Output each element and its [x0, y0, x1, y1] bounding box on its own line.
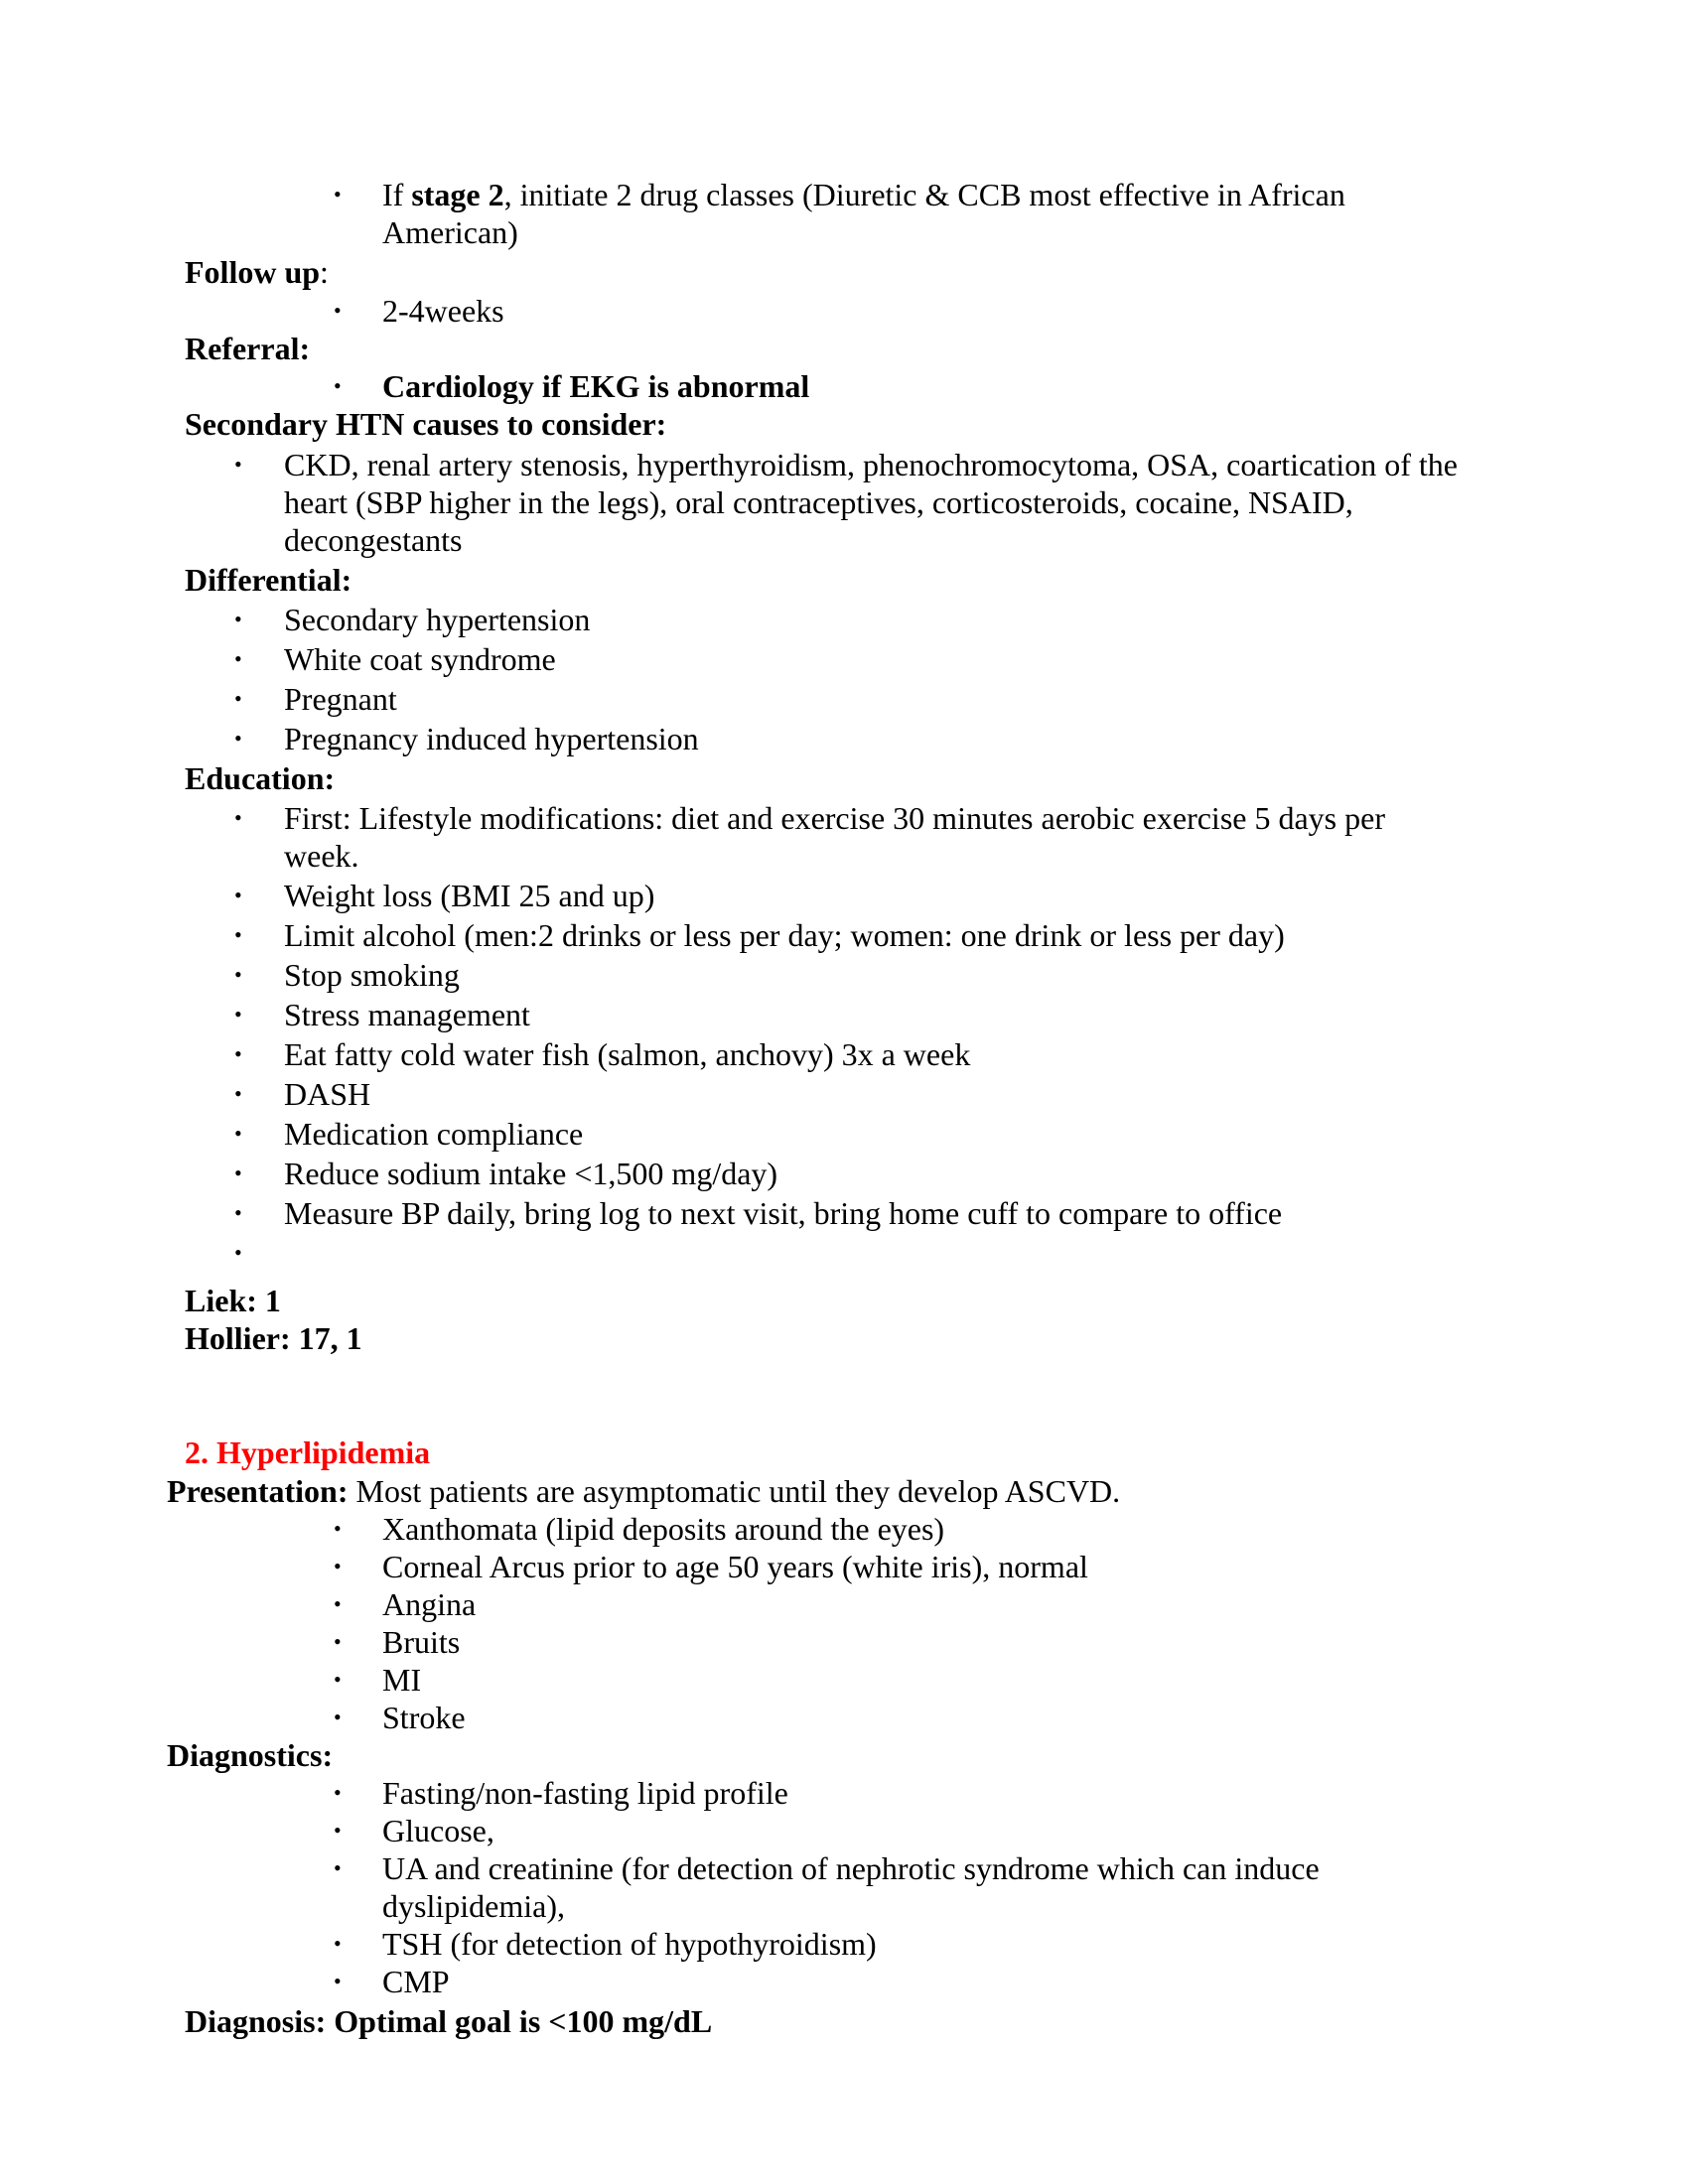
presentation-item: MI	[382, 1662, 422, 1698]
follow-up-label: Follow up	[185, 254, 321, 290]
differential-item: White coat syndrome	[284, 641, 556, 677]
bullet-icon: •	[234, 1160, 242, 1185]
bullet-icon: •	[334, 1629, 342, 1654]
bullet-icon: •	[234, 646, 242, 671]
bullet-icon: •	[334, 1667, 342, 1692]
bullet-icon: •	[334, 182, 342, 206]
referral-item: Cardiology if EKG is abnormal	[382, 368, 810, 404]
diagnostics-heading: Diagnostics:	[167, 1737, 334, 1773]
bullet-icon: •	[234, 883, 242, 907]
bullet-icon: •	[234, 726, 242, 751]
bullet-icon: •	[334, 298, 342, 323]
presentation-label: Presentation:	[167, 1473, 349, 1509]
referral-heading: Referral:	[185, 331, 311, 366]
presentation-item: Stroke	[382, 1700, 466, 1735]
bullet-icon: •	[334, 373, 342, 398]
bullet-icon: •	[234, 805, 242, 830]
diagnostics-item-continuation: dyslipidemia),	[382, 1888, 565, 1924]
bullet-icon: •	[234, 1002, 242, 1026]
follow-up-item: 2-4weeks	[382, 293, 504, 329]
bullet-icon: •	[334, 1705, 342, 1729]
presentation-item: Bruits	[382, 1624, 461, 1660]
diagnostics-item: UA and creatinine (for detection of nephrotic syndrome which can induce	[382, 1850, 1320, 1886]
education-item: First: Lifestyle modifications: diet and exercise 30 minutes aerobic exercise 5 days per	[284, 800, 1385, 836]
bullet-icon: •	[234, 607, 242, 631]
secondary-causes-line-2: heart (SBP higher in the legs), oral contraceptives, corticosteroids, cocaine, NSAID,	[284, 484, 1353, 520]
bullet-icon: •	[234, 686, 242, 711]
treatment-stage-label: stage 2	[411, 177, 504, 212]
bullet-icon: •	[334, 1780, 342, 1805]
education-item: Weight loss (BMI 25 and up)	[284, 878, 655, 913]
bullet-icon: •	[234, 1200, 242, 1225]
bullet-icon: •	[234, 1081, 242, 1106]
presentation-item: Corneal Arcus prior to age 50 years (white iris), normal	[382, 1549, 1088, 1584]
bullet-icon: •	[334, 1969, 342, 1993]
secondary-causes-heading: Secondary HTN causes to consider:	[185, 406, 667, 442]
presentation-item: Xanthomata (lipid deposits around the eyes)	[382, 1511, 945, 1547]
education-item-continuation: week.	[284, 838, 359, 874]
education-item: Medication compliance	[284, 1116, 584, 1152]
section-title-hyperlipidemia: 2. Hyperlipidemia	[185, 1434, 431, 1470]
bullet-icon: •	[234, 962, 242, 987]
education-item: Stress management	[284, 997, 530, 1032]
differential-heading: Differential:	[185, 562, 352, 598]
diagnostics-item: TSH (for detection of hypothyroidism)	[382, 1926, 877, 1962]
diagnosis-goal: Diagnosis: Optimal goal is <100 mg/dL	[185, 2003, 713, 2039]
bullet-icon: •	[234, 922, 242, 947]
bullet-icon: •	[234, 452, 242, 477]
bullet-icon: •	[234, 1041, 242, 1066]
education-item: Measure BP daily, bring log to next visit, bring home cuff to compare to office	[284, 1195, 1283, 1231]
presentation-paragraph	[167, 1472, 1120, 1510]
diagnostics-item: Glucose,	[382, 1813, 494, 1848]
bullet-icon: •	[234, 1240, 242, 1265]
reference-hollier: Hollier: 17, 1	[185, 1320, 362, 1356]
education-item: Eat fatty cold water fish (salmon, anchovy) 3x a week	[284, 1036, 971, 1072]
diagnostics-item: CMP	[382, 1964, 450, 1999]
treatment-prefix: If	[382, 177, 412, 212]
bullet-icon: •	[334, 1591, 342, 1616]
follow-up-colon: :	[320, 254, 329, 290]
bullet-icon: •	[334, 1818, 342, 1843]
differential-item: Secondary hypertension	[284, 602, 591, 637]
presentation-text: Most patients are asymptomatic until they develop ASCVD.	[348, 1473, 1121, 1509]
treatment-item-continuation: American)	[382, 214, 518, 250]
secondary-causes-line-3: decongestants	[284, 522, 463, 558]
diagnostics-item: Fasting/non-fasting lipid profile	[382, 1775, 788, 1811]
treatment-text: , initiate 2 drug classes (Diuretic & CCB most effective in African	[503, 177, 1345, 212]
education-item: Limit alcohol (men:2 drinks or less per day; women: one drink or less per day)	[284, 917, 1285, 953]
bullet-icon: •	[234, 1121, 242, 1146]
follow-up-heading	[185, 253, 329, 291]
differential-item: Pregnancy induced hypertension	[284, 721, 699, 756]
bullet-icon: •	[334, 1554, 342, 1578]
bullet-icon: •	[334, 1516, 342, 1541]
treatment-item-stage2	[382, 176, 1345, 213]
reference-liek: Liek: 1	[185, 1283, 281, 1318]
education-heading: Education:	[185, 760, 336, 796]
education-item: Reduce sodium intake <1,500 mg/day)	[284, 1156, 778, 1191]
presentation-item: Angina	[382, 1586, 477, 1622]
education-item: DASH	[284, 1076, 371, 1112]
secondary-causes-line-1: CKD, renal artery stenosis, hyperthyroidism, phenochromocytoma, OSA, coartication of the	[284, 447, 1458, 482]
education-item: Stop smoking	[284, 957, 460, 993]
differential-item: Pregnant	[284, 681, 397, 717]
bullet-icon: •	[334, 1931, 342, 1956]
bullet-icon: •	[334, 1855, 342, 1880]
